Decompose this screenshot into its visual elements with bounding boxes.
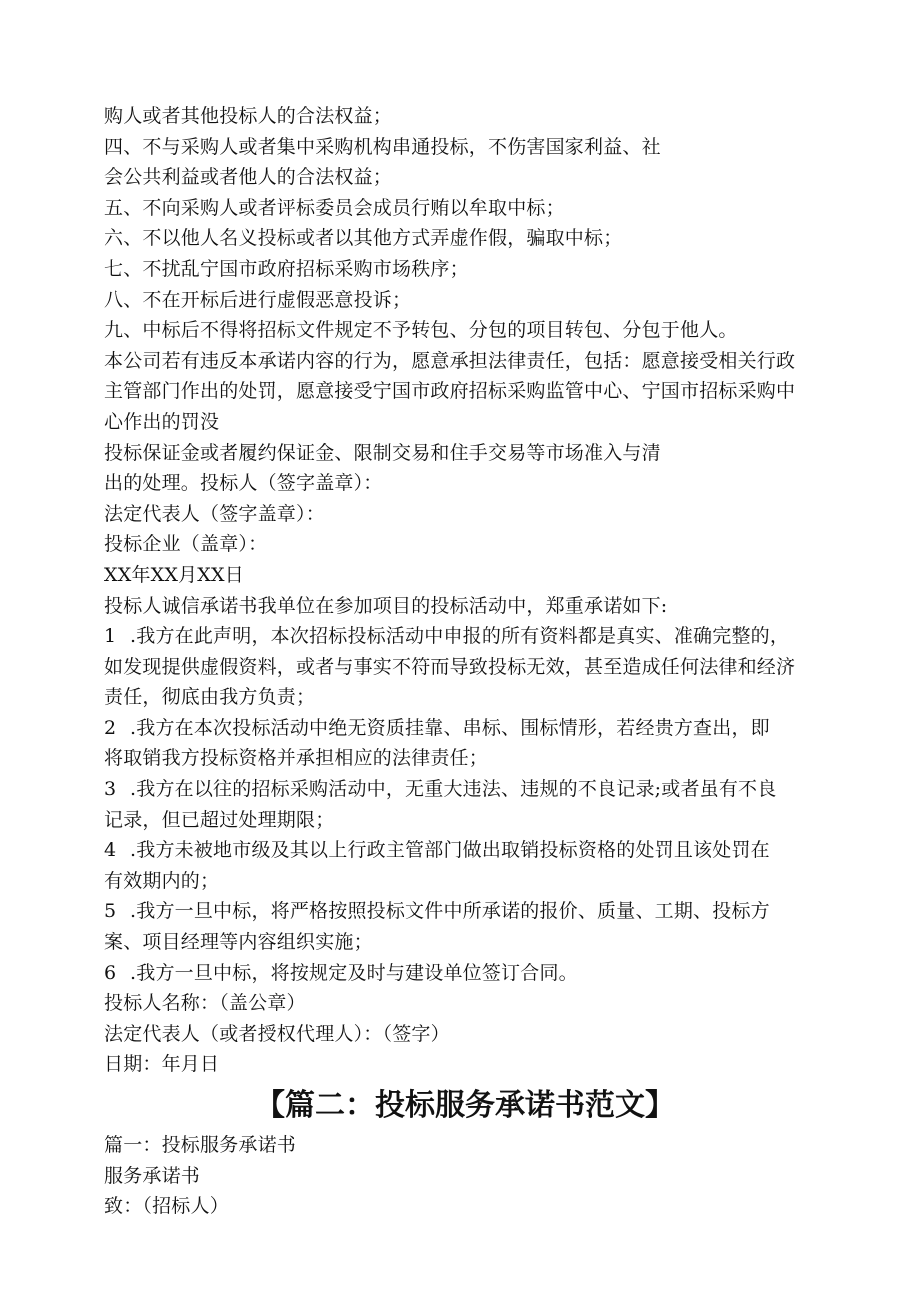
item-continuation: 案、项目经理等内容组织实施； (104, 931, 373, 954)
text-line: 四、不与采购人或者集中采购机构串通投标，不伤害国家利益、社 (104, 135, 661, 158)
text-line: 投标人名称：（盖公章） (104, 992, 306, 1015)
item-number: 2 (104, 716, 117, 739)
numbered-item (104, 896, 834, 927)
text-line: 法定代表人（或者授权代理人）：（签字） (104, 1022, 450, 1045)
item-text: .我方一旦中标，将严格按照投标文件中所承诺的报价、质量、工期、投标方 (130, 900, 770, 923)
text-line: 五、不向采购人或者评标委员会成员行贿以牟取中标； (104, 196, 565, 219)
text-line: 八、不在开标后进行虚假恶意投诉； (104, 288, 412, 311)
item-continuation: 记录，但已超过处理期限； (104, 808, 335, 831)
text-line: 投标保证金或者履约保证金、限制交易和住手交易等市场准入与清 (104, 441, 661, 464)
item-number: 1 (104, 625, 117, 648)
text-line: 心作出的罚没 (104, 410, 220, 433)
text-line: 服务承诺书 (104, 1164, 201, 1187)
text-line: 日期：年月日 (104, 1053, 220, 1076)
service-commitment-section (104, 1130, 834, 1222)
text-line: 六、不以他人名义投标或者以其他方式弄虚作假，骗取中标； (104, 227, 623, 250)
text-line: 篇一：投标服务承诺书 (104, 1134, 297, 1156)
document-body (104, 101, 834, 1222)
item-number: 5 (104, 900, 117, 923)
text-line: 法定代表人（签字盖章）： (104, 502, 325, 525)
item-text: .我方在以往的招标采购活动中，无重大违法、违规的不良记录;或者虽有不良 (130, 778, 777, 801)
item-number: 6 (104, 961, 117, 984)
section-heading: 【篇二：投标服务承诺书范文】 (255, 1088, 675, 1123)
numbered-commitments (104, 621, 834, 988)
text-line: 会公共利益或者他人的合法权益； (104, 166, 393, 189)
numbered-item (104, 835, 834, 866)
text-line: 九、中标后不得将招标文件规定不予转包、分包的项目转包、分包于他人。 (104, 319, 738, 342)
numbered-item (104, 713, 834, 744)
signature-section (104, 988, 834, 1080)
text-line: 本公司若有违反本承诺内容的行为，愿意承担法律责任，包括：愿意接受相关行政 (104, 349, 796, 372)
text-line: 投标企业（盖章）： (104, 533, 268, 556)
item-continuation: 如发现提供虚假资料，或者与事实不符而导致投标无效，甚至造成任何法律和经济 (104, 655, 796, 678)
numbered-item (104, 621, 834, 652)
numbered-item (104, 958, 834, 989)
text-line: 七、不扰乱宁国市政府招标采购市场秩序； (104, 257, 469, 280)
item-continuation: 有效期内的； (104, 869, 220, 892)
item-text: .我方在本次投标活动中绝无资质挂靠、串标、围标情形，若经贵方查出，即 (130, 716, 770, 739)
item-text: .我方在此声明，本次招标投标活动中申报的所有资料都是真实、准确完整的， (130, 625, 790, 648)
commitment-text-section (104, 101, 834, 621)
text-line: 致：（招标人） (104, 1195, 229, 1218)
item-continuation: 将取销我方投标资格并承担相应的法律责任； (104, 747, 489, 770)
item-text: .我方一旦中标，将按规定及时与建设单位签订合同。 (130, 961, 578, 984)
item-number: 4 (104, 839, 117, 862)
text-line: 投标人诚信承诺书我单位在参加项目的投标活动中，郑重承诺如下: (104, 594, 668, 617)
item-number: 3 (104, 778, 117, 801)
text-line: 购人或者其他投标人的合法权益； (104, 105, 393, 127)
item-continuation: 责任，彻底由我方负责； (104, 686, 316, 709)
text-line: XX年XX月XX日 (104, 563, 244, 586)
item-text: .我方未被地市级及其以上行政主管部门做出取销投标资格的处罚且该处罚在 (130, 839, 770, 862)
text-line: 出的处理。投标人（签字盖章）： (104, 472, 383, 495)
text-line: 主管部门作出的处罚，愿意接受宁国市政府招标采购监管中心、宁国市招标采购中 (104, 380, 796, 403)
numbered-item (104, 774, 834, 805)
